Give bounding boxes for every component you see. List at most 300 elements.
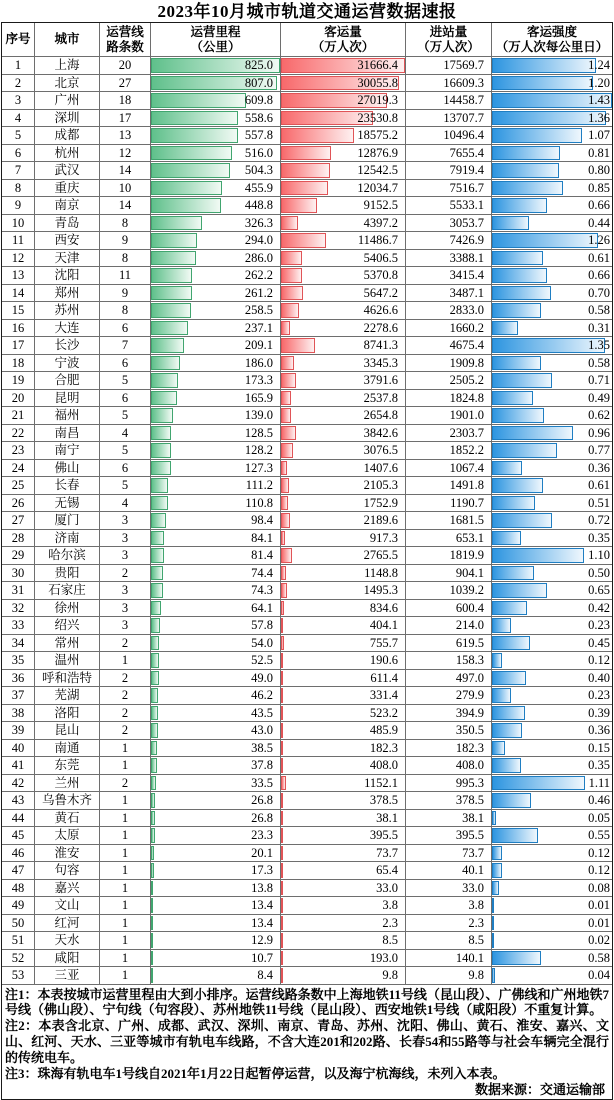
blue-data-bar	[492, 513, 552, 528]
passengers-cell	[281, 547, 406, 564]
passengers-cell-value: 2765.5	[363, 548, 398, 562]
passengers-cell	[281, 705, 406, 722]
lines-count-cell-value: 18	[118, 93, 132, 107]
passengers-cell	[281, 127, 406, 144]
passengers-cell	[281, 757, 406, 774]
rank-cell-value: 21	[11, 408, 25, 422]
red-data-bar	[281, 916, 283, 931]
green-data-bar	[151, 601, 161, 616]
entries-cell-value: 7426.9	[449, 233, 484, 247]
passengers-cell	[281, 355, 406, 372]
red-data-bar	[281, 303, 299, 318]
table-row	[2, 285, 612, 303]
lines-count-cell	[100, 57, 151, 74]
intensity-cell	[492, 687, 612, 704]
data-source: 数据来源：交通运输部	[474, 1081, 605, 1097]
entries-cell	[406, 950, 492, 967]
passengers-cell	[281, 302, 406, 319]
mileage-cell-value: 448.8	[244, 198, 273, 212]
table-row	[2, 932, 612, 950]
mileage-cell-value: 609.8	[244, 93, 273, 107]
city-cell-value: 三亚	[54, 968, 80, 982]
intensity-cell-value: 0.12	[588, 845, 610, 860]
lines-count-cell-value: 3	[121, 618, 129, 632]
rank-cell	[2, 565, 35, 582]
rank-cell-value: 9	[14, 198, 22, 212]
lines-count-cell-value: 3	[121, 548, 129, 562]
header-lines-count-line2: 路条数	[106, 39, 144, 54]
rank-cell	[2, 127, 35, 144]
rank-cell-value: 41	[11, 758, 25, 772]
intensity-cell	[492, 722, 612, 739]
intensity-cell	[492, 390, 612, 407]
lines-count-cell	[100, 722, 151, 739]
entries-cell	[406, 320, 492, 337]
table-row	[2, 897, 612, 915]
green-data-bar	[151, 758, 157, 773]
city-cell-value: 兰州	[54, 775, 80, 790]
intensity-cell	[492, 75, 612, 92]
table-row	[2, 880, 612, 898]
lines-count-cell	[100, 215, 151, 232]
red-data-bar	[281, 776, 286, 791]
table-row	[2, 75, 612, 93]
passengers-cell	[281, 897, 406, 914]
green-data-bar	[151, 916, 153, 931]
lines-count-cell-value: 20	[118, 58, 132, 72]
note-2: 注2：本表含北京、广州、成都、武汉、深圳、南京、青岛、苏州、沈阳、佛山、黄石、淮安、嘉兴、文山、红河、天水、三亚等城市有轨电车线路，不含大连201和202路、长春54和55路等与社会车辆完全混行的传统电车。	[5, 1018, 609, 1066]
mileage-cell-value: 110.8	[245, 495, 273, 510]
entries-cell	[406, 250, 492, 267]
mileage-cell-value: 38.5	[251, 740, 273, 755]
green-data-bar	[151, 583, 163, 598]
red-data-bar	[281, 181, 328, 196]
intensity-cell-value: 0.40	[588, 670, 610, 685]
mileage-cell	[151, 915, 281, 932]
table-row	[2, 390, 612, 408]
lines-count-cell	[100, 302, 151, 319]
lines-count-cell-value: 1	[121, 968, 129, 982]
table-row	[2, 617, 612, 635]
mileage-cell-value: 326.3	[244, 215, 273, 230]
mileage-cell	[151, 775, 281, 792]
table-row	[2, 442, 612, 460]
lines-count-cell	[100, 775, 151, 792]
rank-cell-value: 28	[11, 530, 25, 545]
entries-cell	[406, 967, 492, 984]
lines-count-cell-value: 13	[118, 128, 132, 142]
blue-data-bar	[492, 723, 522, 738]
lines-count-cell-value: 8	[121, 303, 129, 317]
lines-count-cell-value: 9	[121, 285, 129, 300]
passengers-cell-value: 2537.8	[363, 390, 398, 405]
intensity-cell	[492, 92, 612, 109]
city-cell-value: 乌鲁木齐	[41, 793, 92, 807]
red-data-bar	[281, 391, 291, 406]
red-data-bar	[281, 408, 291, 423]
entries-cell-value: 2303.7	[449, 425, 484, 440]
mileage-cell-value: 165.9	[244, 390, 273, 405]
intensity-cell	[492, 512, 612, 529]
lines-count-cell-value: 5	[121, 443, 129, 457]
data-table	[1, 22, 613, 1100]
table-row	[2, 565, 612, 583]
blue-data-bar	[492, 268, 547, 283]
passengers-cell	[281, 110, 406, 127]
mileage-cell	[151, 600, 281, 617]
intensity-cell	[492, 215, 612, 232]
passengers-cell-value: 190.6	[369, 653, 398, 667]
lines-count-cell	[100, 950, 151, 967]
red-data-bar	[281, 723, 283, 738]
entries-cell-value: 378.5	[455, 793, 484, 807]
mileage-cell	[151, 372, 281, 389]
rank-cell-value: 25	[11, 478, 25, 492]
green-data-bar	[151, 356, 180, 371]
passengers-cell	[281, 495, 406, 512]
city-cell	[35, 897, 100, 914]
lines-count-cell-value: 5	[121, 408, 129, 422]
mileage-cell	[151, 670, 281, 687]
rank-cell	[2, 355, 35, 372]
city-cell	[35, 705, 100, 722]
rank-cell	[2, 162, 35, 179]
intensity-cell	[492, 250, 612, 267]
mileage-cell	[151, 320, 281, 337]
lines-count-cell	[100, 670, 151, 687]
entries-cell-value: 1824.8	[449, 390, 484, 405]
entries-cell	[406, 722, 492, 739]
table-row	[2, 495, 612, 513]
red-data-bar	[281, 636, 284, 651]
blue-data-bar	[492, 776, 585, 791]
entries-cell	[406, 197, 492, 214]
lines-count-cell-value: 1	[121, 810, 129, 825]
intensity-cell-value: 1.26	[588, 233, 610, 247]
rank-cell-value: 40	[11, 740, 25, 755]
passengers-cell	[281, 967, 406, 984]
passengers-cell	[281, 775, 406, 792]
city-cell	[35, 495, 100, 512]
entries-cell-value: 33.0	[462, 880, 484, 895]
lines-count-cell-value: 14	[118, 198, 132, 212]
city-cell	[35, 250, 100, 267]
passengers-cell	[281, 460, 406, 477]
red-data-bar	[281, 898, 283, 913]
red-data-bar	[281, 706, 283, 721]
rank-cell	[2, 792, 35, 809]
rank-cell-value: 52	[11, 950, 25, 965]
city-cell-value: 沈阳	[54, 268, 80, 282]
passengers-cell-value: 3076.5	[363, 443, 398, 457]
mileage-cell-value: 26.8	[251, 793, 273, 807]
lines-count-cell	[100, 687, 151, 704]
rank-cell-value: 11	[11, 233, 25, 247]
rank-cell-value: 35	[11, 653, 25, 667]
rank-cell	[2, 635, 35, 652]
city-cell	[35, 407, 100, 424]
mileage-cell-value: 13.8	[251, 880, 273, 895]
entries-cell	[406, 267, 492, 284]
passengers-cell-value: 834.6	[369, 600, 398, 615]
mileage-cell	[151, 232, 281, 249]
mileage-cell	[151, 197, 281, 214]
rank-cell-value: 12	[11, 250, 25, 265]
mileage-cell	[151, 565, 281, 582]
passengers-cell-value: 1495.3	[363, 583, 398, 597]
city-cell-value: 黄石	[54, 810, 80, 825]
city-cell	[35, 565, 100, 582]
rank-cell	[2, 827, 35, 844]
green-data-bar	[151, 111, 238, 126]
city-cell	[35, 285, 100, 302]
passengers-cell	[281, 565, 406, 582]
table-row	[2, 792, 612, 810]
blue-data-bar	[492, 303, 541, 318]
table-row	[2, 267, 612, 285]
mileage-cell	[151, 897, 281, 914]
rank-cell	[2, 600, 35, 617]
intensity-cell	[492, 460, 612, 477]
rank-cell-value: 20	[11, 390, 25, 405]
red-data-bar	[281, 268, 302, 283]
city-cell	[35, 845, 100, 862]
city-cell	[35, 652, 100, 669]
entries-cell	[406, 127, 492, 144]
rank-cell-value: 53	[11, 968, 25, 982]
city-cell	[35, 162, 100, 179]
green-data-bar	[151, 478, 168, 493]
intensity-cell-value: 0.05	[588, 810, 610, 825]
passengers-cell-value: 611.4	[370, 670, 398, 685]
rank-cell	[2, 722, 35, 739]
lines-count-cell	[100, 617, 151, 634]
entries-cell-value: 3.8	[468, 898, 484, 912]
mileage-cell-value: 557.8	[244, 128, 273, 142]
green-data-bar	[151, 233, 197, 248]
red-data-bar	[281, 548, 292, 563]
green-data-bar	[151, 566, 163, 581]
mileage-cell	[151, 407, 281, 424]
lines-count-cell	[100, 460, 151, 477]
passengers-cell	[281, 950, 406, 967]
green-data-bar	[151, 618, 160, 633]
header-passengers-line2: （万人次）	[311, 39, 375, 54]
passengers-cell-value: 4626.6	[363, 303, 398, 317]
blue-data-bar	[492, 793, 531, 808]
table-row	[2, 705, 612, 723]
city-cell	[35, 582, 100, 599]
rank-cell-value: 13	[11, 268, 25, 282]
entries-cell-value: 600.4	[455, 600, 484, 615]
lines-count-cell	[100, 547, 151, 564]
city-cell	[35, 442, 100, 459]
intensity-cell	[492, 530, 612, 547]
table-row	[2, 92, 612, 110]
passengers-cell-value: 5647.2	[363, 285, 398, 300]
lines-count-cell	[100, 880, 151, 897]
green-data-bar	[151, 898, 153, 913]
rank-cell	[2, 250, 35, 267]
intensity-cell	[492, 477, 612, 494]
intensity-cell-value: 1.35	[588, 338, 610, 352]
mileage-cell	[151, 285, 281, 302]
green-data-bar	[151, 706, 158, 721]
city-cell	[35, 232, 100, 249]
passengers-cell-value: 9152.5	[363, 198, 398, 212]
entries-cell-value: 1660.2	[449, 320, 484, 335]
passengers-cell	[281, 372, 406, 389]
lines-count-cell	[100, 757, 151, 774]
red-data-bar	[281, 443, 293, 458]
rank-cell	[2, 372, 35, 389]
lines-count-cell	[100, 337, 151, 354]
lines-count-cell	[100, 232, 151, 249]
entries-cell	[406, 57, 492, 74]
rank-cell	[2, 477, 35, 494]
passengers-cell	[281, 617, 406, 634]
lines-count-cell-value: 12	[118, 145, 132, 160]
passengers-cell	[281, 337, 406, 354]
city-cell	[35, 320, 100, 337]
entries-cell-value: 17569.7	[443, 58, 484, 72]
passengers-cell-value: 3842.6	[363, 425, 398, 440]
city-cell-value: 杭州	[54, 145, 80, 160]
passengers-cell-value: 408.0	[369, 758, 398, 772]
intensity-cell	[492, 372, 612, 389]
rank-cell-value: 36	[11, 670, 25, 685]
rank-cell-value: 8	[14, 180, 22, 195]
entries-cell	[406, 92, 492, 109]
red-data-bar	[281, 146, 331, 161]
mileage-cell-value: 286.0	[244, 250, 273, 265]
entries-cell	[406, 915, 492, 932]
lines-count-cell	[100, 145, 151, 162]
lines-count-cell-value: 2	[121, 688, 129, 702]
lines-count-cell-value: 1	[121, 863, 129, 877]
red-data-bar	[281, 531, 285, 546]
rank-cell	[2, 670, 35, 687]
table-body	[2, 57, 612, 984]
green-data-bar	[151, 863, 154, 878]
entries-cell-value: 14458.7	[443, 93, 484, 107]
green-data-bar	[151, 146, 232, 161]
entries-cell	[406, 670, 492, 687]
mileage-cell-value: 128.2	[244, 443, 273, 457]
intensity-cell-value: 0.42	[588, 600, 610, 615]
mileage-cell-value: 52.5	[251, 653, 273, 667]
header-city-label: 城市	[54, 32, 80, 46]
rank-cell-value: 39	[11, 723, 25, 737]
intensity-cell	[492, 267, 612, 284]
entries-cell-value: 394.9	[455, 705, 484, 720]
rank-cell	[2, 617, 35, 634]
city-cell	[35, 57, 100, 74]
blue-data-bar	[492, 863, 502, 878]
city-cell-value: 徐州	[54, 600, 80, 615]
blue-data-bar	[492, 76, 593, 91]
entries-cell-value: 158.3	[455, 653, 484, 667]
entries-cell	[406, 442, 492, 459]
lines-count-cell-value: 1	[121, 793, 129, 807]
lines-count-cell-value: 6	[121, 320, 129, 335]
passengers-cell-value: 12542.5	[357, 163, 398, 177]
rank-cell	[2, 145, 35, 162]
entries-cell-value: 408.0	[455, 758, 484, 772]
table-row	[2, 582, 612, 600]
city-cell-value: 洛阳	[54, 705, 80, 720]
red-data-bar	[281, 618, 283, 633]
rank-cell	[2, 75, 35, 92]
rank-cell-value: 24	[11, 460, 25, 475]
rank-cell-value: 44	[11, 810, 25, 825]
header-mileage	[151, 23, 281, 56]
rank-cell-value: 4	[14, 110, 22, 125]
lines-count-cell-value: 8	[121, 215, 129, 230]
passengers-cell-value: 3345.3	[363, 355, 398, 370]
passengers-cell	[281, 75, 406, 92]
lines-count-cell-value: 6	[121, 390, 129, 405]
rank-cell	[2, 915, 35, 932]
entries-cell	[406, 757, 492, 774]
lines-count-cell	[100, 267, 151, 284]
passengers-cell-value: 378.5	[369, 793, 398, 807]
red-data-bar	[281, 233, 326, 248]
intensity-cell	[492, 897, 612, 914]
city-cell-value: 常州	[54, 635, 80, 650]
city-cell	[35, 757, 100, 774]
header-mileage-line2: （公里）	[190, 39, 241, 54]
intensity-cell-value: 0.35	[588, 530, 610, 545]
passengers-cell-value: 27019.3	[357, 93, 398, 107]
green-data-bar	[151, 286, 192, 301]
green-data-bar	[151, 373, 178, 388]
lines-count-cell	[100, 372, 151, 389]
intensity-cell	[492, 337, 612, 354]
entries-cell-value: 3388.1	[449, 250, 484, 265]
lines-count-cell	[100, 355, 151, 372]
table-row	[2, 180, 612, 198]
lines-count-cell-value: 1	[121, 950, 129, 965]
mileage-cell-value: 262.2	[244, 268, 273, 282]
city-cell-value: 成都	[54, 128, 80, 142]
rank-cell-value: 3	[14, 93, 22, 107]
rank-cell-value: 43	[11, 793, 25, 807]
green-data-bar	[151, 688, 158, 703]
intensity-cell	[492, 110, 612, 127]
mileage-cell	[151, 92, 281, 109]
city-cell	[35, 600, 100, 617]
red-data-bar	[281, 286, 303, 301]
intensity-cell-value: 0.81	[588, 145, 610, 160]
entries-cell	[406, 792, 492, 809]
entries-cell	[406, 740, 492, 757]
city-cell-value: 合肥	[54, 373, 80, 387]
rank-cell	[2, 320, 35, 337]
entries-cell	[406, 775, 492, 792]
intensity-cell-value: 0.02	[588, 933, 610, 947]
blue-data-bar	[492, 636, 530, 651]
intensity-cell	[492, 180, 612, 197]
intensity-cell	[492, 880, 612, 897]
rank-cell-value: 7	[14, 163, 22, 177]
mileage-cell	[151, 215, 281, 232]
entries-cell	[406, 687, 492, 704]
lines-count-cell-value: 4	[121, 495, 129, 510]
table-row	[2, 810, 612, 828]
entries-cell	[406, 530, 492, 547]
lines-count-cell-value: 7	[121, 338, 129, 352]
